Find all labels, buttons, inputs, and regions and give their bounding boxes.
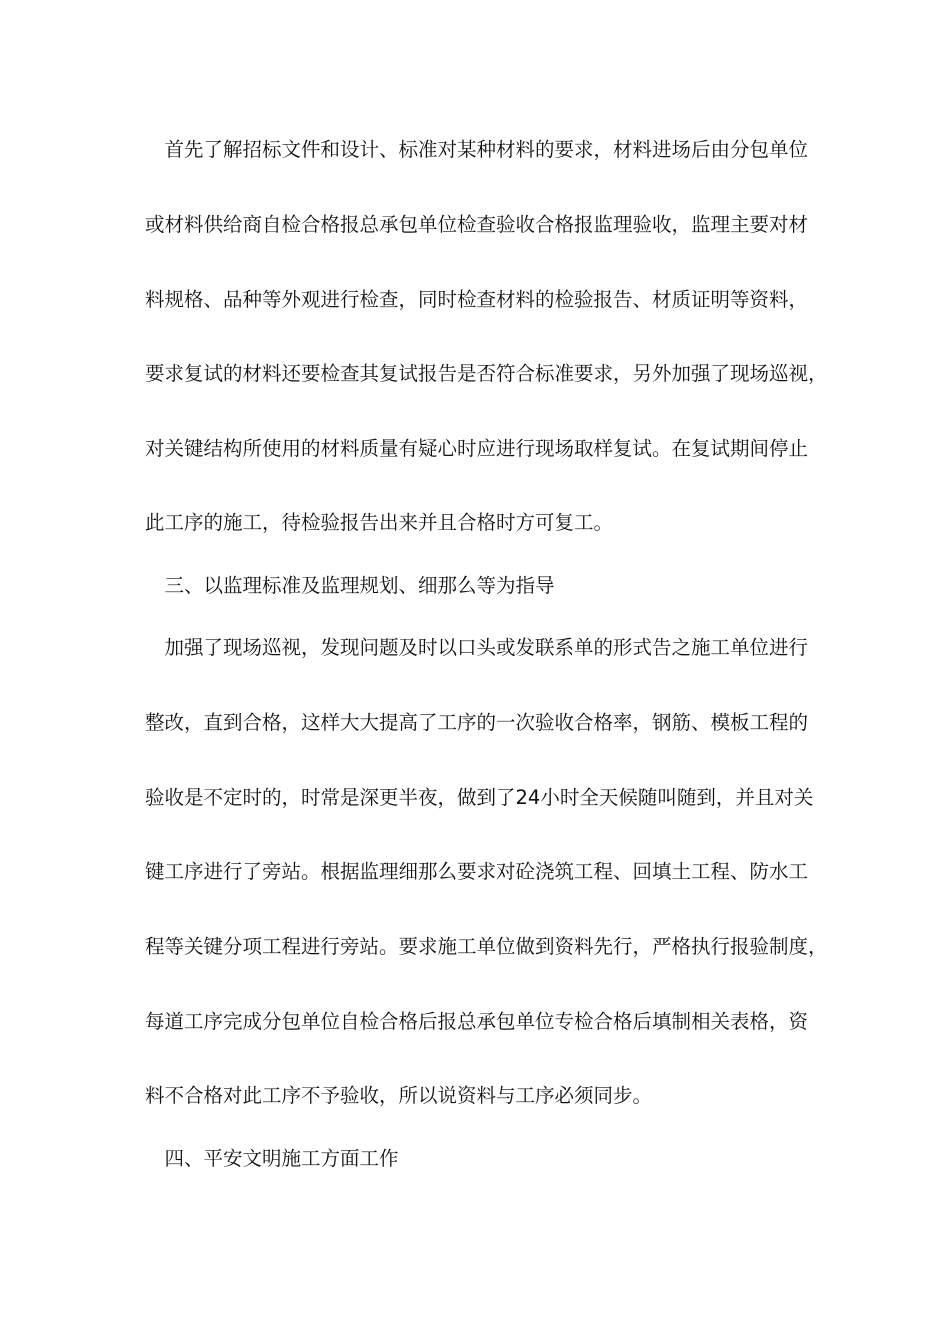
paragraph-1-line-4: 要求复试的材料还要检查其复试报告是否符合标准要求，另外加强了现场巡视，: [145, 362, 828, 385]
paragraph-1-line-2: 或材料供给商自检合格报总承包单位检查验收合格报监理验收，监理主要对材: [145, 213, 809, 236]
paragraph-2-line-6: 每道工序完成分包单位自检合格后报总承包单位专检合格后填制相关表格，资: [145, 1010, 809, 1033]
paragraph-2-line-2: 整改，直到合格，这样大大提高了工序的一次验收合格率，钢筋、模板工程的: [145, 711, 809, 734]
paragraph-2-line-3: 验收是不定时的，时常是深更半夜，做到了24小时全天候随叫随到，并且对关: [145, 786, 814, 809]
paragraph-1-line-5: 对关键结构所使用的材料质量有疑心时应进行现场取样复试。在复试期间停止: [145, 437, 809, 460]
paragraph-2-line-4: 键工序进行了旁站。根据监理细那么要求对砼浇筑工程、回填土工程、防水工: [145, 860, 809, 883]
paragraph-1-line-6: 此工序的施工，待检验报告出来并且合格时方可复工。: [145, 511, 614, 534]
section-heading-4: 四、平安文明施工方面工作: [145, 1147, 399, 1170]
paragraph-2-line-1: 加强了现场巡视，发现问题及时以口头或发联系单的形式告之施工单位进行: [145, 636, 809, 659]
paragraph-1-line-3: 料规格、品种等外观进行检查，同时检查材料的检验报告、材质证明等资料，: [145, 288, 809, 311]
paragraph-1-line-1: 首先了解招标文件和设计、标准对某种材料的要求，材料进场后由分包单位: [145, 138, 809, 161]
section-heading-3: 三、以监理标准及监理规划、细那么等为指导: [145, 574, 555, 597]
paragraph-2-line-5: 程等关键分项工程进行旁站。要求施工单位做到资料先行，严格执行报验制度，: [145, 935, 828, 958]
paragraph-2-line-7: 料不合格对此工序不予验收，所以说资料与工序必须同步。: [145, 1084, 653, 1107]
